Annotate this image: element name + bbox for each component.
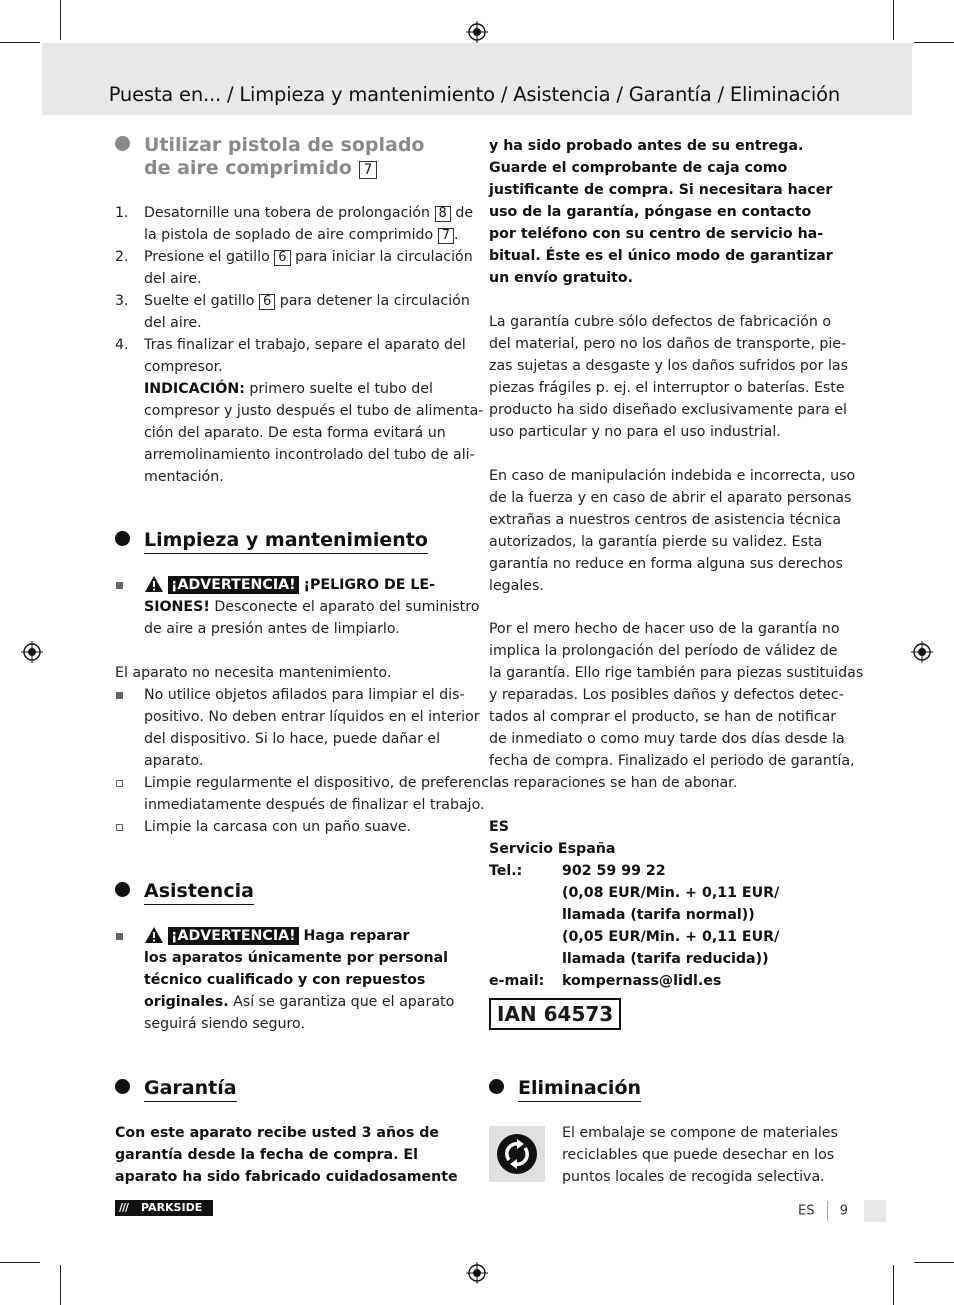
registration-mark-icon <box>911 641 933 663</box>
warranty-paragraph-2: En caso de manipulación indebida e incorrecta, uso de la fuerza y en caso de abrir el aparato personas extrañas a nuestros centros de asistencia técnica autorizados, la garantía pierde su validez. Esta garantía no reduce en forma alguna sus derechos legales. <box>489 468 856 594</box>
list-item-continued: del aire. <box>144 271 202 287</box>
list-item: 4. Tras finalizar el trabajo, separe el aparato del <box>115 337 466 353</box>
language-code: ES <box>798 1203 815 1219</box>
cleaning-text: El aparato no necesita mantenimiento. No utilice objetos afilados para limpiar el dis- positivo. No deben entrar líquidos en el interior del dispositivo. Si lo hace, puede dañar el aparato. Limpie regularmente el dispositivo, de preferencia inmediatamente después de finalizar el trabajo. Limpie la carcasa con un paño suave. <box>115 662 475 838</box>
green-dot-recycling-icon <box>489 1126 545 1182</box>
page-number: 9 <box>839 1203 849 1219</box>
list-item-continued: compresor. <box>144 359 223 375</box>
crop-mark <box>893 0 894 40</box>
note-line: INDICACIÓN: primero suelte el tubo del <box>144 381 433 397</box>
footer-divider <box>827 1201 828 1221</box>
section-heading-compressed-air-gun-line2: de aire comprimido 7 <box>144 157 377 179</box>
list-item: No utilice objetos afilados para limpiar el dis- positivo. No deben entrar líquidos en el interior del dispositivo. Si lo hace, puede dañar el aparato. <box>115 684 475 772</box>
section-heading-assistance: Asistencia <box>115 880 254 902</box>
crop-mark <box>60 0 61 40</box>
warranty-continued: y ha sido probado antes de su entrega. Guarde el comprobante de caja como justificante de compra. Si necesitara hacer uso de la garantía, póngase en contacto por teléfono con su centro de servicio ha- bitual. Éste es el único modo de garantizar un envío gratuito. <box>489 138 833 286</box>
list-item: Limpie regularmente el dispositivo, de preferencia inmediatamente después de finalizar el trabajo. <box>115 772 475 816</box>
part-ref: 7 <box>438 228 454 244</box>
note-label: INDICACIÓN: <box>144 381 245 397</box>
phone-number: 902 59 99 22 <box>562 863 666 879</box>
bullet-icon <box>489 1079 504 1094</box>
ian-number: IAN 64573 <box>489 998 621 1030</box>
crop-mark <box>893 1265 894 1305</box>
list-item-continued: del aire. <box>144 315 202 331</box>
note-line: arremolinamiento incontrolado del tubo de ali- <box>144 447 475 463</box>
crop-mark <box>0 42 40 43</box>
section-heading-disposal: Eliminación <box>489 1077 641 1099</box>
list-item: 2. Presione el gatillo 6 para iniciar la circulación <box>115 249 473 265</box>
open-square-bullet-icon <box>116 824 123 831</box>
registration-mark-icon <box>21 641 43 663</box>
assistance-warning: ¡ADVERTENCIA! Haga reparar los aparatos únicamente por personal técnico cualificado y con repuestos originales. Así se garantiza que el aparato seguirá siendo seguro. <box>115 925 475 1035</box>
cleaning-warning: ¡ADVERTENCIA! ¡PELIGRO DE LE- SIONES! Desconecte el aparato del suministro de aire a presión antes de limpiarlo. <box>115 574 475 640</box>
instruction-list <box>115 202 484 488</box>
part-ref: 6 <box>274 250 290 266</box>
header-band <box>42 43 912 115</box>
part-ref: 8 <box>435 206 451 222</box>
parkside-logo: /// PARKSIDE <box>115 1200 213 1216</box>
list-item: Limpie la carcasa con un paño suave. <box>115 816 475 838</box>
list-item: 3. Suelte el gatillo 6 para detener la circulación <box>115 293 470 309</box>
registration-mark-icon <box>466 21 488 43</box>
warning-label: ¡ADVERTENCIA! <box>168 927 299 945</box>
crop-mark <box>914 1262 954 1263</box>
warranty-paragraph-1: La garantía cubre sólo defectos de fabricación o del material, pero no los daños de transporte, pie- zas sujetas a desgaste y los daños sufridos por las piezas frágiles p. ej. el interruptor o baterías. Este producto ha sido diseñado exclusivamente para el uso particular y no para el uso industrial. <box>489 314 848 440</box>
crop-mark <box>60 1265 61 1305</box>
bullet-icon <box>115 136 130 151</box>
bullet-icon <box>115 1079 130 1094</box>
warning-triangle-icon <box>144 926 164 944</box>
section-heading-compressed-air-gun: Utilizar pistola de soplado <box>115 134 424 156</box>
recycling-symbol-box <box>489 1126 545 1182</box>
list-item: 1. Desatornille una tobera de prolongación 8 de <box>115 205 474 221</box>
logo-stripes-icon: /// <box>119 1201 129 1214</box>
service-contact: ES Servicio España Tel.: 902 59 99 22 (0,08 EUR/Min. + 0,11 EUR/ llamada (tarifa normal)) (0,05 EUR/Min. + 0,11 EUR/ llamada (tarifa reducida)) e-mail: kompernass@lidl.es <box>489 816 849 992</box>
bullet-icon <box>115 882 130 897</box>
note-line: ción del aparato. De esta forma evitará un <box>144 425 446 441</box>
section-heading-warranty: Garantía <box>115 1077 237 1099</box>
square-bullet-icon <box>116 692 123 699</box>
warning-label: ¡ADVERTENCIA! <box>168 576 299 594</box>
warranty-intro: Con este aparato recibe usted 3 años de garantía desde la fecha de compra. El aparato ha sido fabricado cuidadosamente <box>115 1125 458 1185</box>
note-line: compresor y justo después el tubo de alimenta- <box>144 403 484 419</box>
section-heading-cleaning: Limpieza y mantenimiento <box>115 529 428 551</box>
bullet-icon <box>115 531 130 546</box>
page-title: Puesta en... / Limpieza y mantenimiento / Asistencia / Garantía / Eliminación <box>108 83 840 106</box>
warning-triangle-icon <box>144 575 164 593</box>
crop-mark <box>0 1262 40 1263</box>
part-ref: 7 <box>359 161 378 179</box>
open-square-bullet-icon <box>116 780 123 787</box>
part-ref: 6 <box>259 294 275 310</box>
page-footer <box>798 1200 886 1222</box>
disposal-text: El embalaje se compone de materiales reciclables que puede desechar en los puntos locales de recogida selectiva. <box>562 1125 838 1185</box>
footer-tab <box>864 1200 886 1222</box>
email-address: kompernass@lidl.es <box>562 973 722 989</box>
crop-mark <box>914 42 954 43</box>
note-line: mentación. <box>144 469 224 485</box>
list-item-continued: la pistola de soplado de aire comprimido 7 . <box>144 227 459 243</box>
warranty-paragraph-3: Por el mero hecho de hacer uso de la garantía no implica la prolongación del período de válidez de la garantía. Ello rige también para piezas sustituidas y reparadas. Los posibles daños y defectos detec- tados al comprar el producto, se han de notificar de inmediato o como muy tarde dos días desde la fecha de compra. Finalizado el periodo de garantía, las reparaciones se han de abonar. <box>489 621 864 791</box>
registration-mark-icon <box>466 1262 488 1284</box>
